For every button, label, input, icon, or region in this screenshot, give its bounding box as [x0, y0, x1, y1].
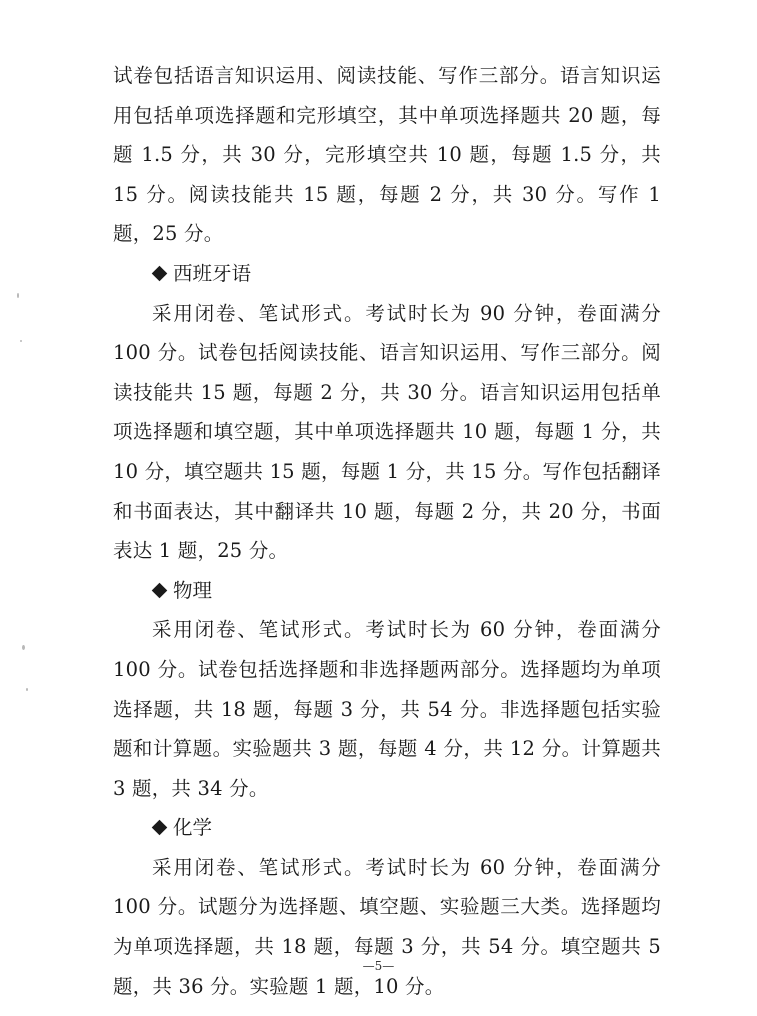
section-heading-chemistry	[113, 808, 661, 848]
scan-speck	[26, 688, 28, 691]
scan-speck	[17, 293, 19, 298]
section-heading-text: 化学	[173, 816, 213, 840]
section-paragraph-chemistry: 采用闭卷、笔试形式。考试时长为 60 分钟，卷面满分 100 分。试题分为选择题、填空题、实验题三大类。选择题均为单项选择题，共 18 题，每题 3 分，共 54 分。填空题共 5 题，共 36 分。实验题 1 题，10 分。	[113, 855, 661, 998]
section-paragraph-physics: 采用闭卷、笔试形式。考试时长为 60 分钟，卷面满分 100 分。试卷包括选择题和非选择题两部分。选择题均为单项选择题，共 18 题，每题 3 分，共 54 分。非选择题包括实验题和计算题。实验题共 3 题，每题 4 分，共 12 分。计算题共 3 题，共 34 分。	[113, 618, 661, 800]
diamond-bullet-icon	[152, 820, 168, 836]
intro-paragraph: 试卷包括语言知识运用、阅读技能、写作三部分。语言知识运用包括单项选择题和完形填空，其中单项选择题共 20 题，每题 1.5 分，共 30 分，完形填空共 10 题，每题 1.5 分，共 15 分。阅读技能共 15 题，每题 2 分，共 30 分。写作 1 题，25 分。	[113, 64, 661, 246]
diamond-bullet-icon	[152, 582, 168, 598]
section-chemistry	[113, 808, 661, 1006]
page-number: —5—	[362, 959, 395, 973]
section-heading-text: 西班牙语	[173, 261, 252, 285]
section-paragraph-spanish: 采用闭卷、笔试形式。考试时长为 90 分钟，卷面满分 100 分。试卷包括阅读技能、语言知识运用、写作三部分。阅读技能共 15 题，每题 2 分，共 30 分。语言知识运用包括单项选择题和填空题，其中单项选择题共 10 题，每题 1 分，共 10 分，填空题共 15 题，每题 1 分，共 15 分。写作包括翻译和书面表达，其中翻译共 10 题，每题 2 分，共 20 分，书面表达 1 题，25 分。	[113, 301, 661, 563]
diamond-bullet-icon	[152, 266, 168, 282]
section-heading-text: 物理	[173, 578, 213, 602]
scan-speck	[20, 340, 22, 342]
document-body	[113, 56, 661, 1006]
section-heading-spanish	[113, 254, 661, 294]
scan-speck	[22, 645, 25, 650]
section-spanish	[113, 254, 661, 571]
section-physics	[113, 571, 661, 809]
section-heading-physics	[113, 571, 661, 611]
